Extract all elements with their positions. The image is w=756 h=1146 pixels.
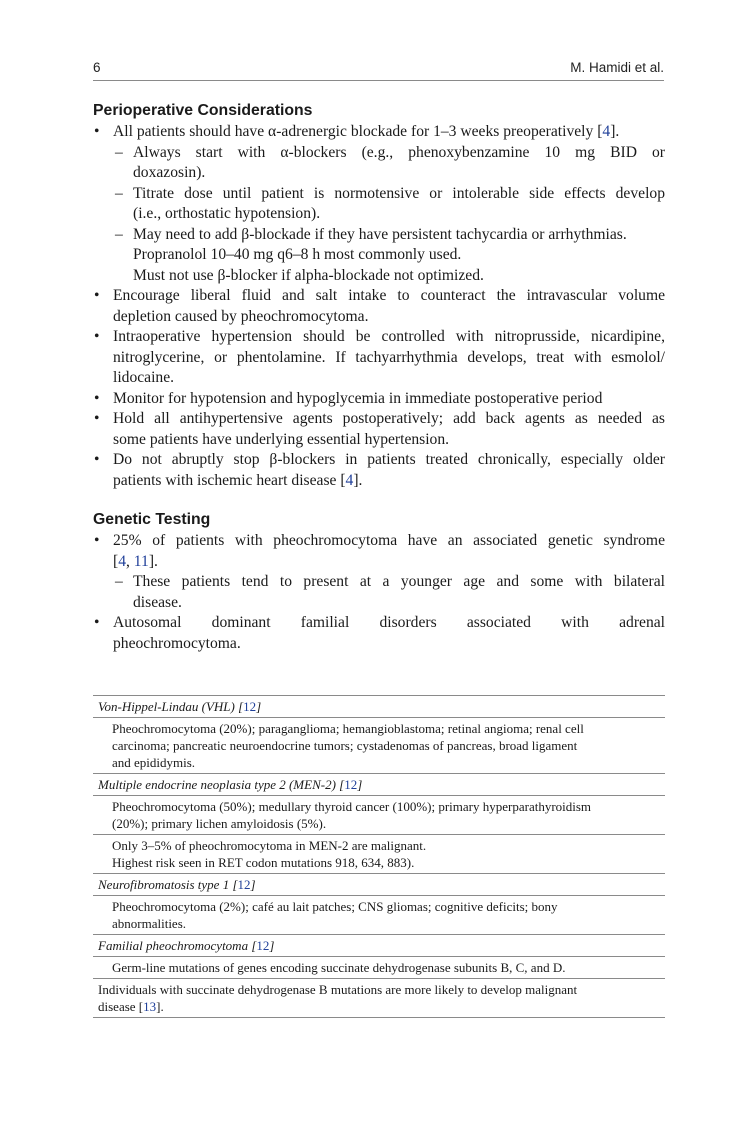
table-cell: Multiple endocrine neoplasia type 2 (MEN-2) [12]: [93, 774, 665, 796]
bullet-mark: •: [94, 328, 100, 345]
table-row: [93, 835, 665, 874]
bullet-mark: •: [94, 287, 100, 304]
table-cell: Pheochromocytoma (20%); paraganglioma; hemangioblastoma; retinal angioma; renal cell carcinoma; pancreatic neuroendocrine tumors; cystadenomas of pancreas, broad ligament and epididymis.: [93, 718, 665, 774]
dash-mark: –: [115, 184, 123, 202]
sub-list-item: – Always start with α-blockers (e.g., phenoxybenzamine 10 mg BID or doxazosin).: [115, 143, 665, 181]
sub-list: [113, 143, 665, 287]
bullet-mark: •: [94, 389, 100, 407]
list-item: • All patients should have α-adrenergic blockade for 1–3 weeks preoperatively [4]. – Always start with α-blockers (e.g., phenoxybenzamine 10 mg BID or doxazosin). – Titrate dose until patient is normotensive or intolerable side effects develop (i.e., orthostatic hypotension). – May need to add β-blockade if they have persistent tachycardia or arrhythmias. Propranolol 10–40 mg q6–8 h most commonly used. Must not use β-blocker if alpha-blockade not optimized.: [93, 122, 665, 286]
list-item: • 25% of patients with pheochromocytoma have an associated genetic syndrome [4, 11]. – These patients tend to present at a younger age and some with bilateral disease.: [93, 531, 665, 613]
sub-list-item: – Titrate dose until patient is normotensive or intolerable side effects develop (i.e., orthostatic hypotension).: [115, 184, 665, 222]
bullet-mark: •: [94, 123, 100, 140]
sub-list-item: – May need to add β-blockade if they have persistent tachycardia or arrhythmias. Propranolol 10–40 mg q6–8 h most commonly used. Must not use β-blocker if alpha-blockade not optimized.: [115, 225, 627, 284]
citation-link[interactable]: 4: [118, 552, 126, 570]
dash-mark: –: [115, 573, 123, 590]
table-cell: Only 3–5% of pheochromocytoma in MEN-2 are malignant. Highest risk seen in RET codon mutations 918, 634, 883).: [93, 835, 665, 874]
genetic-testing-list: [93, 531, 665, 654]
table-row: [93, 935, 665, 957]
section-heading-perioperative: Perioperative Considerations: [93, 102, 313, 119]
table-row: [93, 696, 665, 718]
table-cell: Individuals with succinate dehydrogenase B mutations are more likely to develop malignant disease [13].: [93, 979, 665, 1018]
table-row: [93, 718, 665, 774]
table-row: [93, 796, 665, 835]
sub-list-item: – These patients tend to present at a younger age and some with bilateral disease.: [115, 573, 665, 611]
section-heading-genetic-testing: Genetic Testing: [93, 511, 211, 528]
list-item: • Monitor for hypotension and hypoglycemia in immediate postoperative period: [93, 389, 665, 410]
table-row: [93, 957, 665, 979]
citation-link[interactable]: 4: [602, 123, 611, 140]
citation-link[interactable]: 11: [133, 552, 149, 570]
bullet-mark: •: [94, 614, 100, 631]
dash-mark: –: [115, 143, 123, 161]
running-author: M. Hamidi et al.: [570, 60, 664, 75]
sub-list: [113, 572, 665, 613]
bullet-mark: •: [94, 410, 100, 427]
genetic-syndromes-table: [93, 695, 665, 1018]
list-item: • Do not abruptly stop β-blockers in patients treated chronically, especially older patients with ischemic heart disease [4].: [94, 451, 665, 489]
table-cell: Von-Hippel-Lindau (VHL) [12]: [93, 696, 665, 718]
list-item: • Intraoperative hypertension should be controlled with nitroprusside, nicardipine, nitroglycerine, or phentolamine. If tachyarrhythmia develops, treat with esmolol/ lidocaine.: [94, 328, 665, 386]
table-cell: Familial pheochromocytoma [12]: [93, 935, 665, 957]
bullet-mark: •: [94, 451, 100, 468]
citation-link[interactable]: 12: [256, 938, 270, 953]
citation-link[interactable]: 13: [143, 999, 157, 1014]
citation-link[interactable]: 12: [344, 777, 358, 792]
table-row: [93, 874, 665, 896]
citation-link[interactable]: 12: [243, 699, 257, 714]
table-row: [93, 896, 665, 935]
list-item: • Autosomal dominant familial disorders associated with adrenal pheochromocytoma.: [94, 614, 665, 652]
running-header: [93, 58, 664, 80]
citation-link[interactable]: 4: [345, 471, 354, 489]
table-cell: Neurofibromatosis type 1 [12]: [93, 874, 665, 896]
list-item: • Encourage liberal fluid and salt intake to counteract the intravascular volume depletion caused by pheochromocytoma.: [94, 287, 665, 325]
list-item: • Hold all antihypertensive agents postoperatively; add back agents as needed as some patients have underlying essential hypertension.: [94, 410, 665, 448]
bullet-mark: •: [94, 532, 100, 549]
table-cell: Germ-line mutations of genes encoding succinate dehydrogenase subunits B, C, and D.: [93, 957, 665, 979]
page-number: 6: [93, 60, 101, 75]
table-row: [93, 774, 665, 796]
table-row: [93, 979, 665, 1018]
header-rule: [93, 80, 664, 81]
citation-link[interactable]: 12: [237, 877, 251, 892]
table-cell: Pheochromocytoma (2%); café au lait patches; CNS gliomas; cognitive deficits; bony abnormalities.: [93, 896, 665, 935]
body-text: [93, 100, 665, 654]
dash-mark: –: [115, 225, 123, 243]
table-cell: Pheochromocytoma (50%); medullary thyroid cancer (100%); primary hyperparathyroidism (20%); primary lichen amyloidosis (5%).: [93, 796, 665, 835]
perioperative-list: [93, 122, 665, 491]
